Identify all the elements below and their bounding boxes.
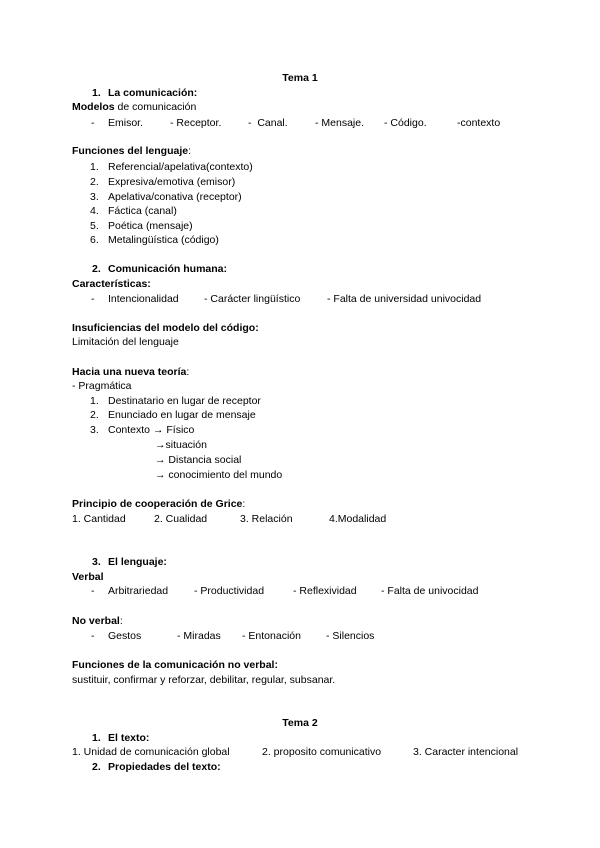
modelos-line (72, 101, 196, 114)
grice-item: 4.Modalidad (329, 513, 387, 525)
funciones-heading-line (72, 145, 191, 158)
funcion-item: Poética (mensaje) (108, 220, 193, 232)
pragmatica-text: - Pragmática (72, 380, 132, 392)
section-heading-comunicacion: La comunicación: (108, 87, 198, 99)
grice-item: 3. Relación (240, 513, 293, 525)
verbal-item: - Falta de univocidad (381, 585, 479, 597)
modelos-rest: de comunicación (114, 101, 197, 113)
funcion-item: Fáctica (canal) (108, 205, 177, 217)
noverbal-item: - Entonación (242, 630, 301, 642)
list-number: 2. (90, 176, 99, 188)
colon: : (119, 615, 123, 627)
texto-item: 3. Caracter intencional (413, 746, 519, 758)
verbal-item: Arbitrariedad (108, 585, 169, 597)
section-number: 2. (92, 761, 101, 773)
funcion-item: Referencial/apelativa(contexto) (108, 161, 253, 173)
teoria-heading-line (72, 366, 189, 379)
colon: : (186, 366, 190, 378)
dash-bullet: - (91, 585, 95, 597)
list-number: 1. (90, 161, 99, 173)
tema2-title: Tema 2 (282, 717, 318, 729)
modelo-item-receptor: - Receptor. (170, 117, 222, 129)
grice-heading: Principio de cooperación de Grice (72, 498, 243, 510)
caracteristica-item: - Carácter lingüístico (204, 293, 301, 305)
texto-item: 2. proposito comunicativo (262, 746, 382, 758)
list-number: 1. (90, 395, 99, 407)
modelo-item-contexto: -contexto (457, 117, 501, 129)
list-number: 5. (90, 220, 99, 232)
funciones-heading: Funciones del lenguaje (72, 145, 189, 157)
grice-item: 2. Cualidad (154, 513, 208, 525)
colon: : (188, 145, 192, 157)
contexto-arrow-item: → conocimiento del mundo (155, 469, 283, 481)
tema1-title: Tema 1 (282, 72, 318, 84)
funciones-noverbal-heading: Funciones de la comunicación no verbal: (72, 659, 278, 671)
modelo-item-canal: - Canal. (248, 117, 288, 129)
texto-item: 1. Unidad de comunicación global (72, 746, 230, 758)
verbal-item: - Reflexividad (293, 585, 357, 597)
teoria-item: Enunciado en lugar de mensaje (108, 409, 256, 421)
insuficiencias-text: Limitación del lenguaje (72, 336, 179, 348)
colon: : (242, 498, 246, 510)
dash-bullet: - (91, 117, 95, 129)
teoria-item: Contexto → Físico (108, 424, 195, 436)
funcion-item: Metalingüística (código) (108, 234, 219, 246)
list-number: 3. (90, 191, 99, 203)
section-number: 2. (92, 263, 101, 275)
modelo-item-mensaje: - Mensaje. (315, 117, 365, 129)
noverbal-heading: No verbal (72, 615, 120, 627)
section-heading-propiedades: Propiedades del texto: (108, 761, 221, 773)
grice-item: 1. Cantidad (72, 513, 126, 525)
modelo-item-codigo: - Código. (384, 117, 427, 129)
verbal-item: - Productividad (194, 585, 265, 597)
funciones-noverbal-text: sustituir, confirmar y reforzar, debilitar, regular, subsanar. (72, 674, 336, 686)
section-number: 3. (92, 556, 101, 568)
teoria-item: Destinatario en lugar de receptor (108, 395, 261, 407)
section-heading-texto: El texto: (108, 732, 150, 744)
section-number: 1. (92, 732, 101, 744)
caracteristica-item: Intencionalidad (108, 293, 179, 305)
modelos-bold: Modelos (72, 101, 115, 113)
list-number: 6. (90, 234, 99, 246)
verbal-heading: Verbal (72, 571, 104, 583)
grice-heading-line (72, 498, 245, 511)
modelo-item-emisor: Emisor. (108, 117, 144, 129)
contexto-arrow-item: →situación (155, 439, 207, 451)
dash-bullet: - (91, 630, 95, 642)
teoria-heading: Hacia una nueva teoría (72, 366, 187, 378)
caracteristica-item: - Falta de universidad univocidad (327, 293, 482, 305)
noverbal-heading-line (72, 615, 123, 628)
dash-bullet: - (91, 293, 95, 305)
noverbal-item: Gestos (108, 630, 142, 642)
list-number: 4. (90, 205, 99, 217)
section-heading-lenguaje: El lenguaje: (108, 556, 167, 568)
insuficiencias-heading: Insuficiencias del modelo del código: (72, 322, 259, 334)
section-heading-comunicacion-humana: Comunicación humana: (108, 263, 228, 275)
funcion-item: Expresiva/emotiva (emisor) (108, 176, 236, 188)
list-number: 3. (90, 424, 99, 436)
section-number: 1. (92, 87, 101, 99)
caracteristicas-heading: Características: (72, 278, 151, 290)
funcion-item: Apelativa/conativa (receptor) (108, 191, 242, 203)
contexto-arrow-item: → Distancia social (155, 454, 242, 466)
noverbal-item: - Miradas (177, 630, 221, 642)
noverbal-item: - Silencios (326, 630, 375, 642)
list-number: 2. (90, 409, 99, 421)
